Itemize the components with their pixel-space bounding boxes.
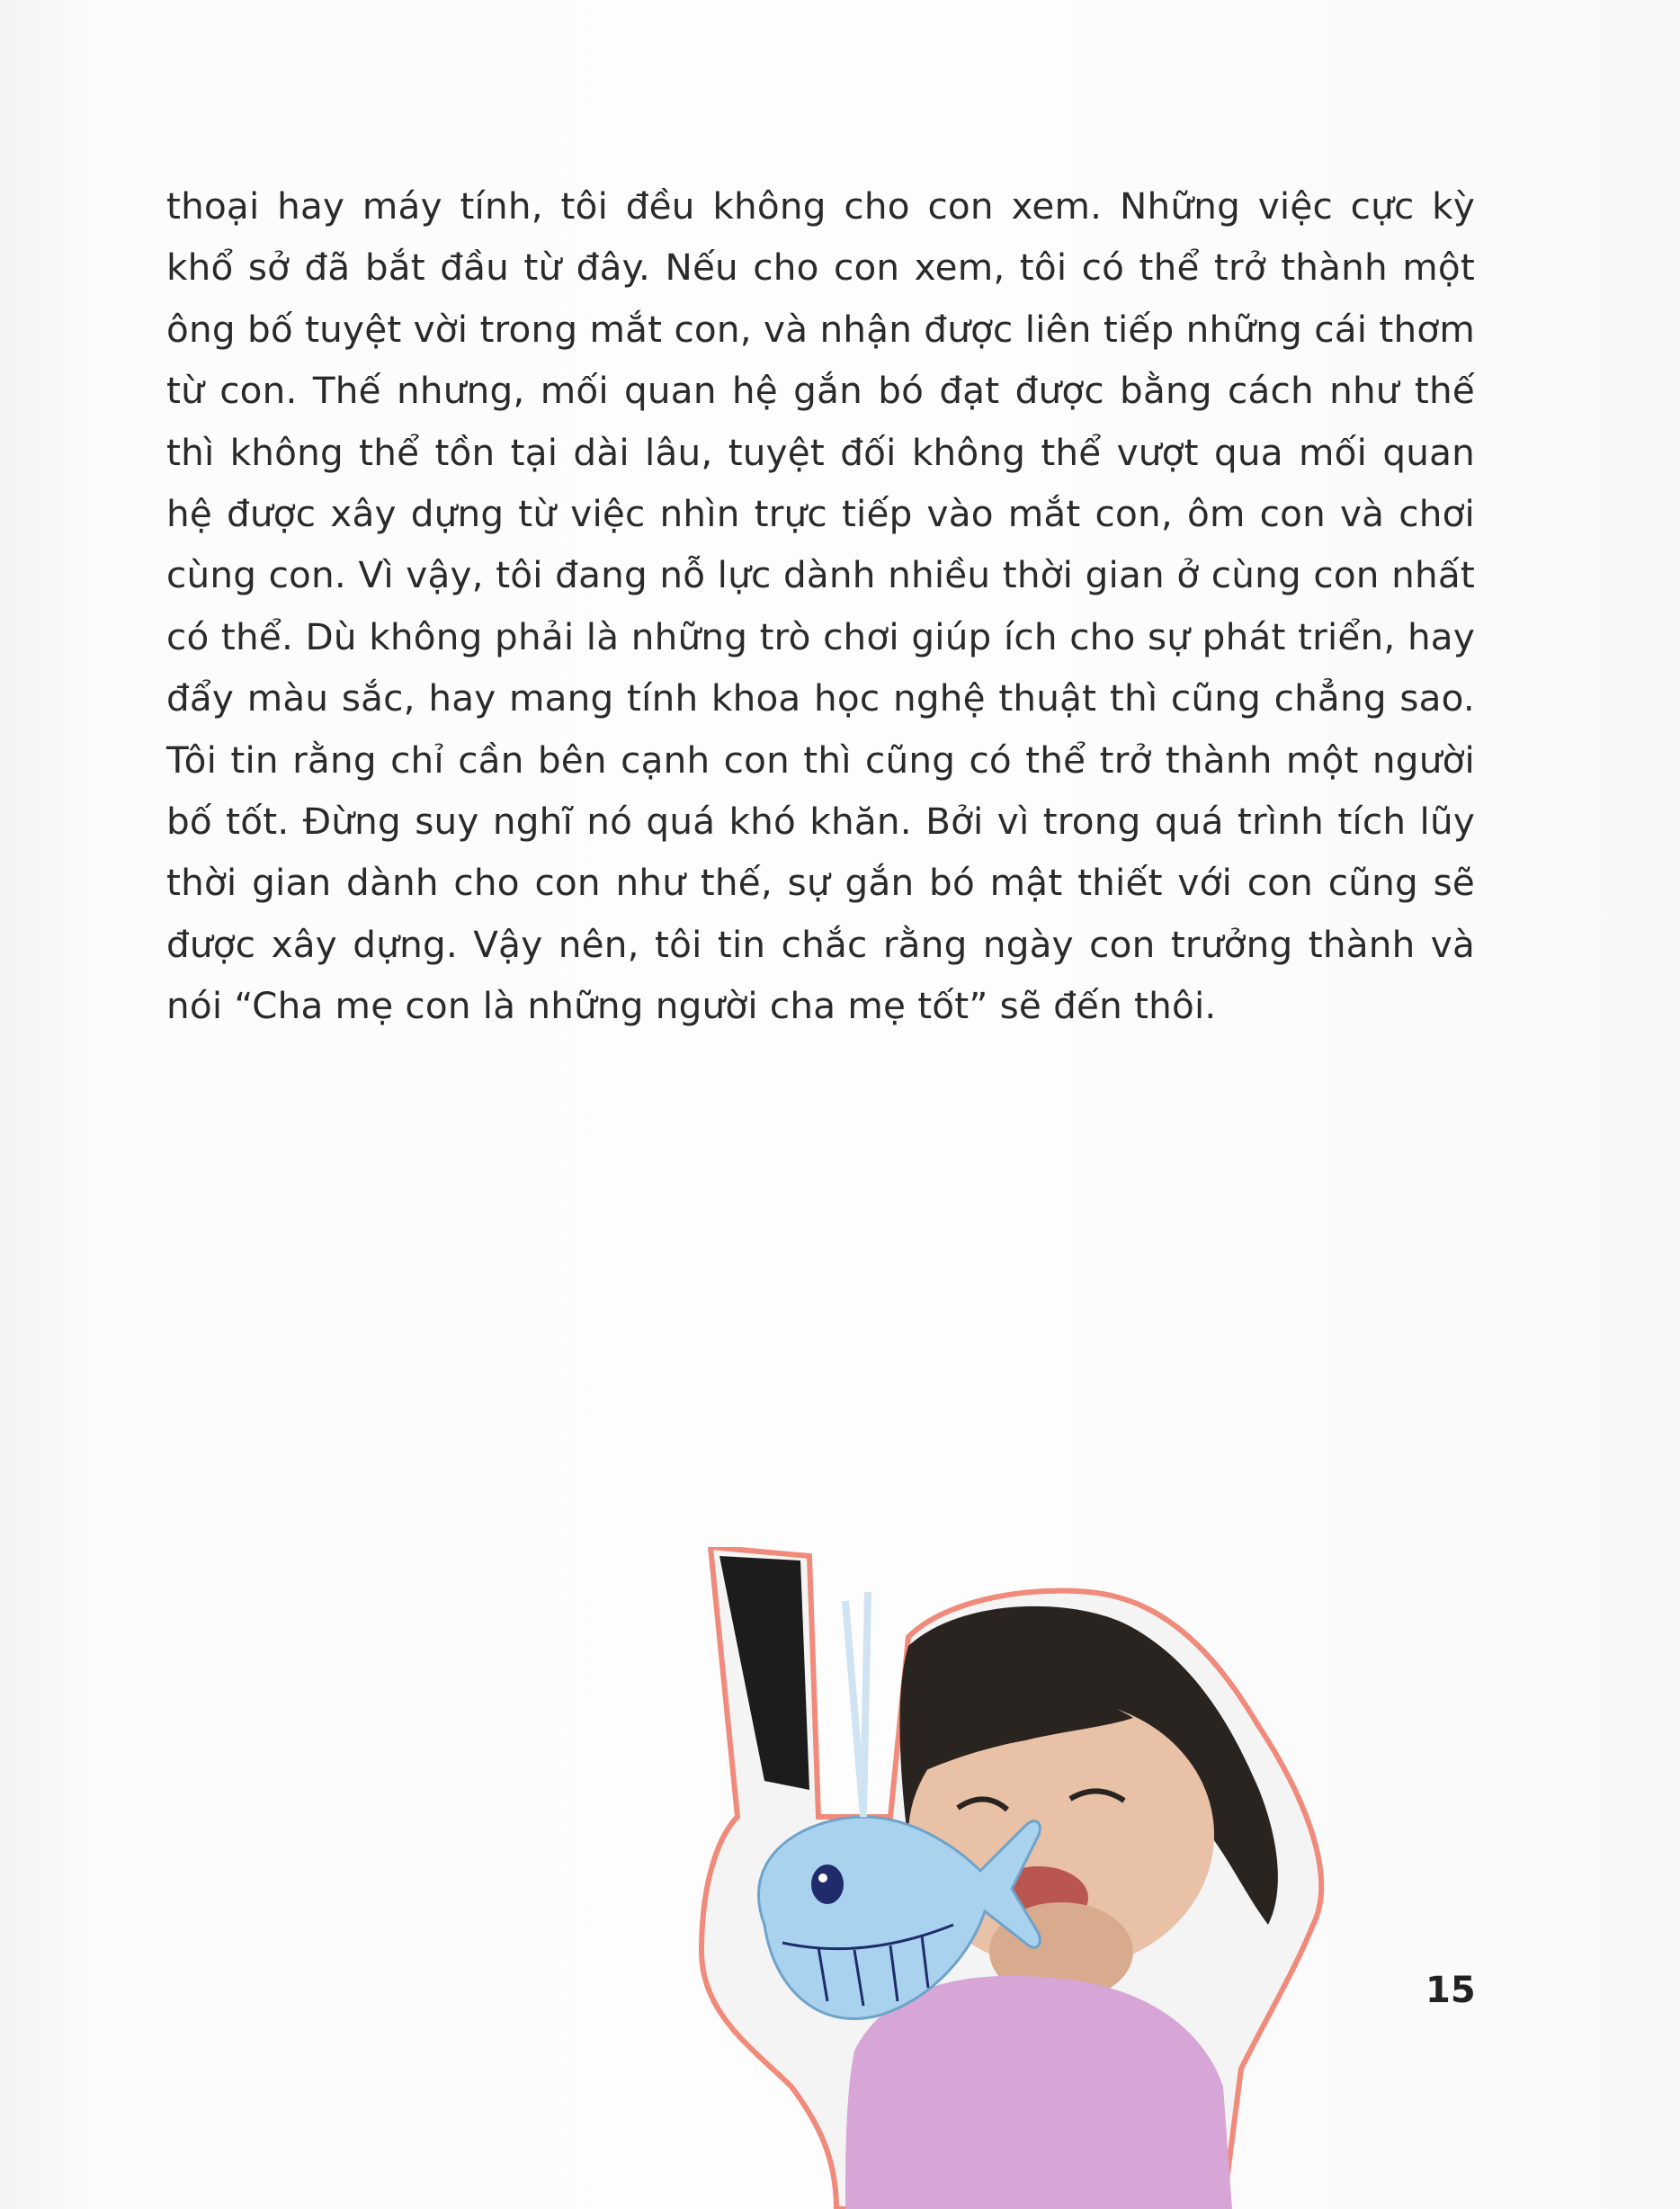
child-whale-photo-icon <box>684 1547 1493 2209</box>
whale-eye <box>811 1865 844 1904</box>
whale-spout <box>845 1592 868 1817</box>
body-paragraph: thoại hay máy tính, tôi đều không cho con xem. Những việc cực kỳ khổ sở đã bắt đầu từ đây. Nếu cho con xem, tôi có thể trở thành một ông bố tuyệt vời trong mắt con, và nhận được liên tiếp những cái thơm từ con. Thế nhưng, mối quan hệ gắn bó đạt được bằng cách như thế thì không thể tồn tại dài lâu, tuyệt đối không thể vượt qua mối quan hệ được xây dựng từ việc nhìn trực tiếp vào mắt con, ôm con và chơi cùng con. Vì vậy, tôi đang nỗ lực dành nhiều thời gian ở cùng con nhất có thể. Dù không phải là những trò chơi giúp ích cho sự phát triển, hay đẩy màu sắc, hay mang tính khoa học nghệ thuật thì cũng chẳng sao. Tôi tin rằng chỉ cần bên cạnh con thì cũng có thể trở thành một người bố tốt. Đừng suy nghĩ nó quá khó khăn. Bởi vì trong quá trình tích lũy thời gian dành cho con như thế, sự gắn bó mật thiết với con cũng sẽ được xây dựng. Vậy nên, tôi tin chắc rằng ngày con trưởng thành và nói “Cha mẹ con là những người cha mẹ tốt” sẽ đến thôi. <box>166 184 1475 1028</box>
page-number: 15 <box>1425 1970 1476 2011</box>
